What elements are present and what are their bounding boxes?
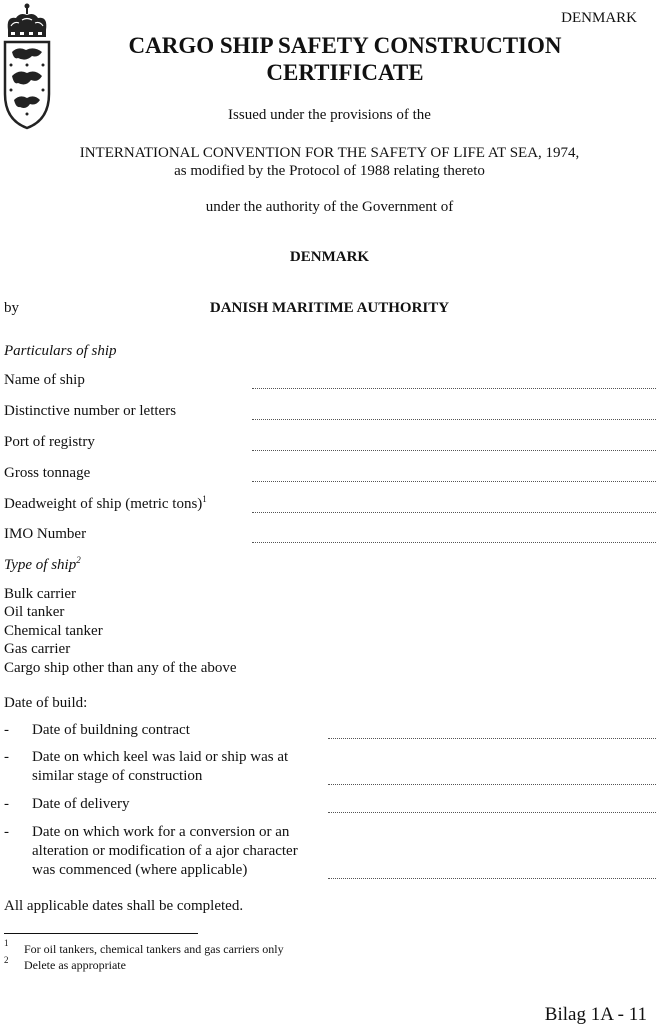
keel-laid-label-line-2: similar stage of construction <box>32 768 203 784</box>
ship-type-option[interactable]: Oil tanker <box>4 604 65 620</box>
footnote-2-text: Delete as appropriate <box>24 958 126 972</box>
bullet: - <box>4 796 9 812</box>
distinctive-number-field[interactable] <box>252 419 656 420</box>
ship-type-option[interactable]: Bulk carrier <box>4 586 77 602</box>
issuing-authority: DANISH MARITIME AUTHORITY <box>209 300 450 316</box>
footnote-2 <box>4 955 9 970</box>
imo-number-field[interactable] <box>252 542 656 543</box>
footnote-number: 1 <box>4 938 9 948</box>
ship-type-option[interactable]: Chemical tanker <box>4 623 103 639</box>
type-of-ship-heading <box>4 555 81 574</box>
particulars-heading: Particulars of ship <box>4 343 117 359</box>
field-label-gross-tonnage: Gross tonnage <box>4 465 91 481</box>
protocol-text: as modified by the Protocol of 1988 relating thereto <box>174 163 485 179</box>
date-of-build-heading: Date of build: <box>4 695 88 711</box>
deadweight-label-text: Deadweight of ship (metric tons) <box>4 496 203 512</box>
keel-laid-field[interactable] <box>328 784 656 785</box>
ship-type-option[interactable]: Cargo ship other than any of the above <box>4 660 237 676</box>
bullet: - <box>4 749 9 765</box>
page-number: Bilag 1A - 11 <box>544 1004 647 1025</box>
title-line-1: CARGO SHIP SAFETY CONSTRUCTION <box>128 33 562 58</box>
deadweight-field[interactable] <box>252 512 656 513</box>
field-label-deadweight <box>4 494 207 513</box>
gross-tonnage-field[interactable] <box>252 481 656 482</box>
footnote-1 <box>4 938 9 953</box>
type-of-ship-heading-text: Type of ship <box>4 557 77 573</box>
title-line-2: CERTIFICATE <box>266 60 424 85</box>
keel-laid-label-line-1: Date on which keel was laid or ship was at <box>32 749 289 765</box>
authority-text: under the authority of the Government of <box>205 199 454 215</box>
footnote-1-text: For oil tankers, chemical tankers and gas carriers only <box>24 942 284 956</box>
field-label-imo-number: IMO Number <box>4 526 87 542</box>
field-label-distinctive-number: Distinctive number or letters <box>4 403 177 419</box>
field-label-port-of-registry: Port of registry <box>4 434 95 450</box>
conversion-label-line-2: alteration or modification of a ajor character <box>32 843 298 859</box>
dates-note: All applicable dates shall be completed. <box>4 898 244 914</box>
footnote-divider <box>4 933 198 934</box>
ship-type-option[interactable]: Gas carrier <box>4 641 71 657</box>
certificate-title <box>100 32 590 86</box>
header-country: DENMARK <box>561 10 637 26</box>
bullet: - <box>4 722 9 738</box>
date-contract-field[interactable] <box>328 738 656 739</box>
field-label-name-of-ship: Name of ship <box>4 372 85 388</box>
date-delivery-label: Date of delivery <box>32 796 130 812</box>
date-delivery-field[interactable] <box>328 812 656 813</box>
footnote-number: 2 <box>4 955 9 965</box>
by-label: by <box>4 300 19 316</box>
government-country: DENMARK <box>289 249 370 265</box>
date-contract-label: Date of buildning contract <box>32 722 190 738</box>
conversion-field[interactable] <box>328 878 656 879</box>
conversion-label-line-1: Date on which work for a conversion or an <box>32 824 290 840</box>
issued-text: Issued under the provisions of the <box>228 107 431 123</box>
conversion-label-line-3: was commenced (where applicable) <box>32 862 248 878</box>
name-of-ship-field[interactable] <box>252 388 656 389</box>
bullet: - <box>4 824 9 840</box>
convention-text: INTERNATIONAL CONVENTION FOR THE SAFETY OF LIFE AT SEA, 1974, <box>79 145 580 161</box>
footnote-ref-1: 1 <box>202 494 207 504</box>
port-of-registry-field[interactable] <box>252 450 656 451</box>
footnote-ref-2: 2 <box>76 555 81 565</box>
